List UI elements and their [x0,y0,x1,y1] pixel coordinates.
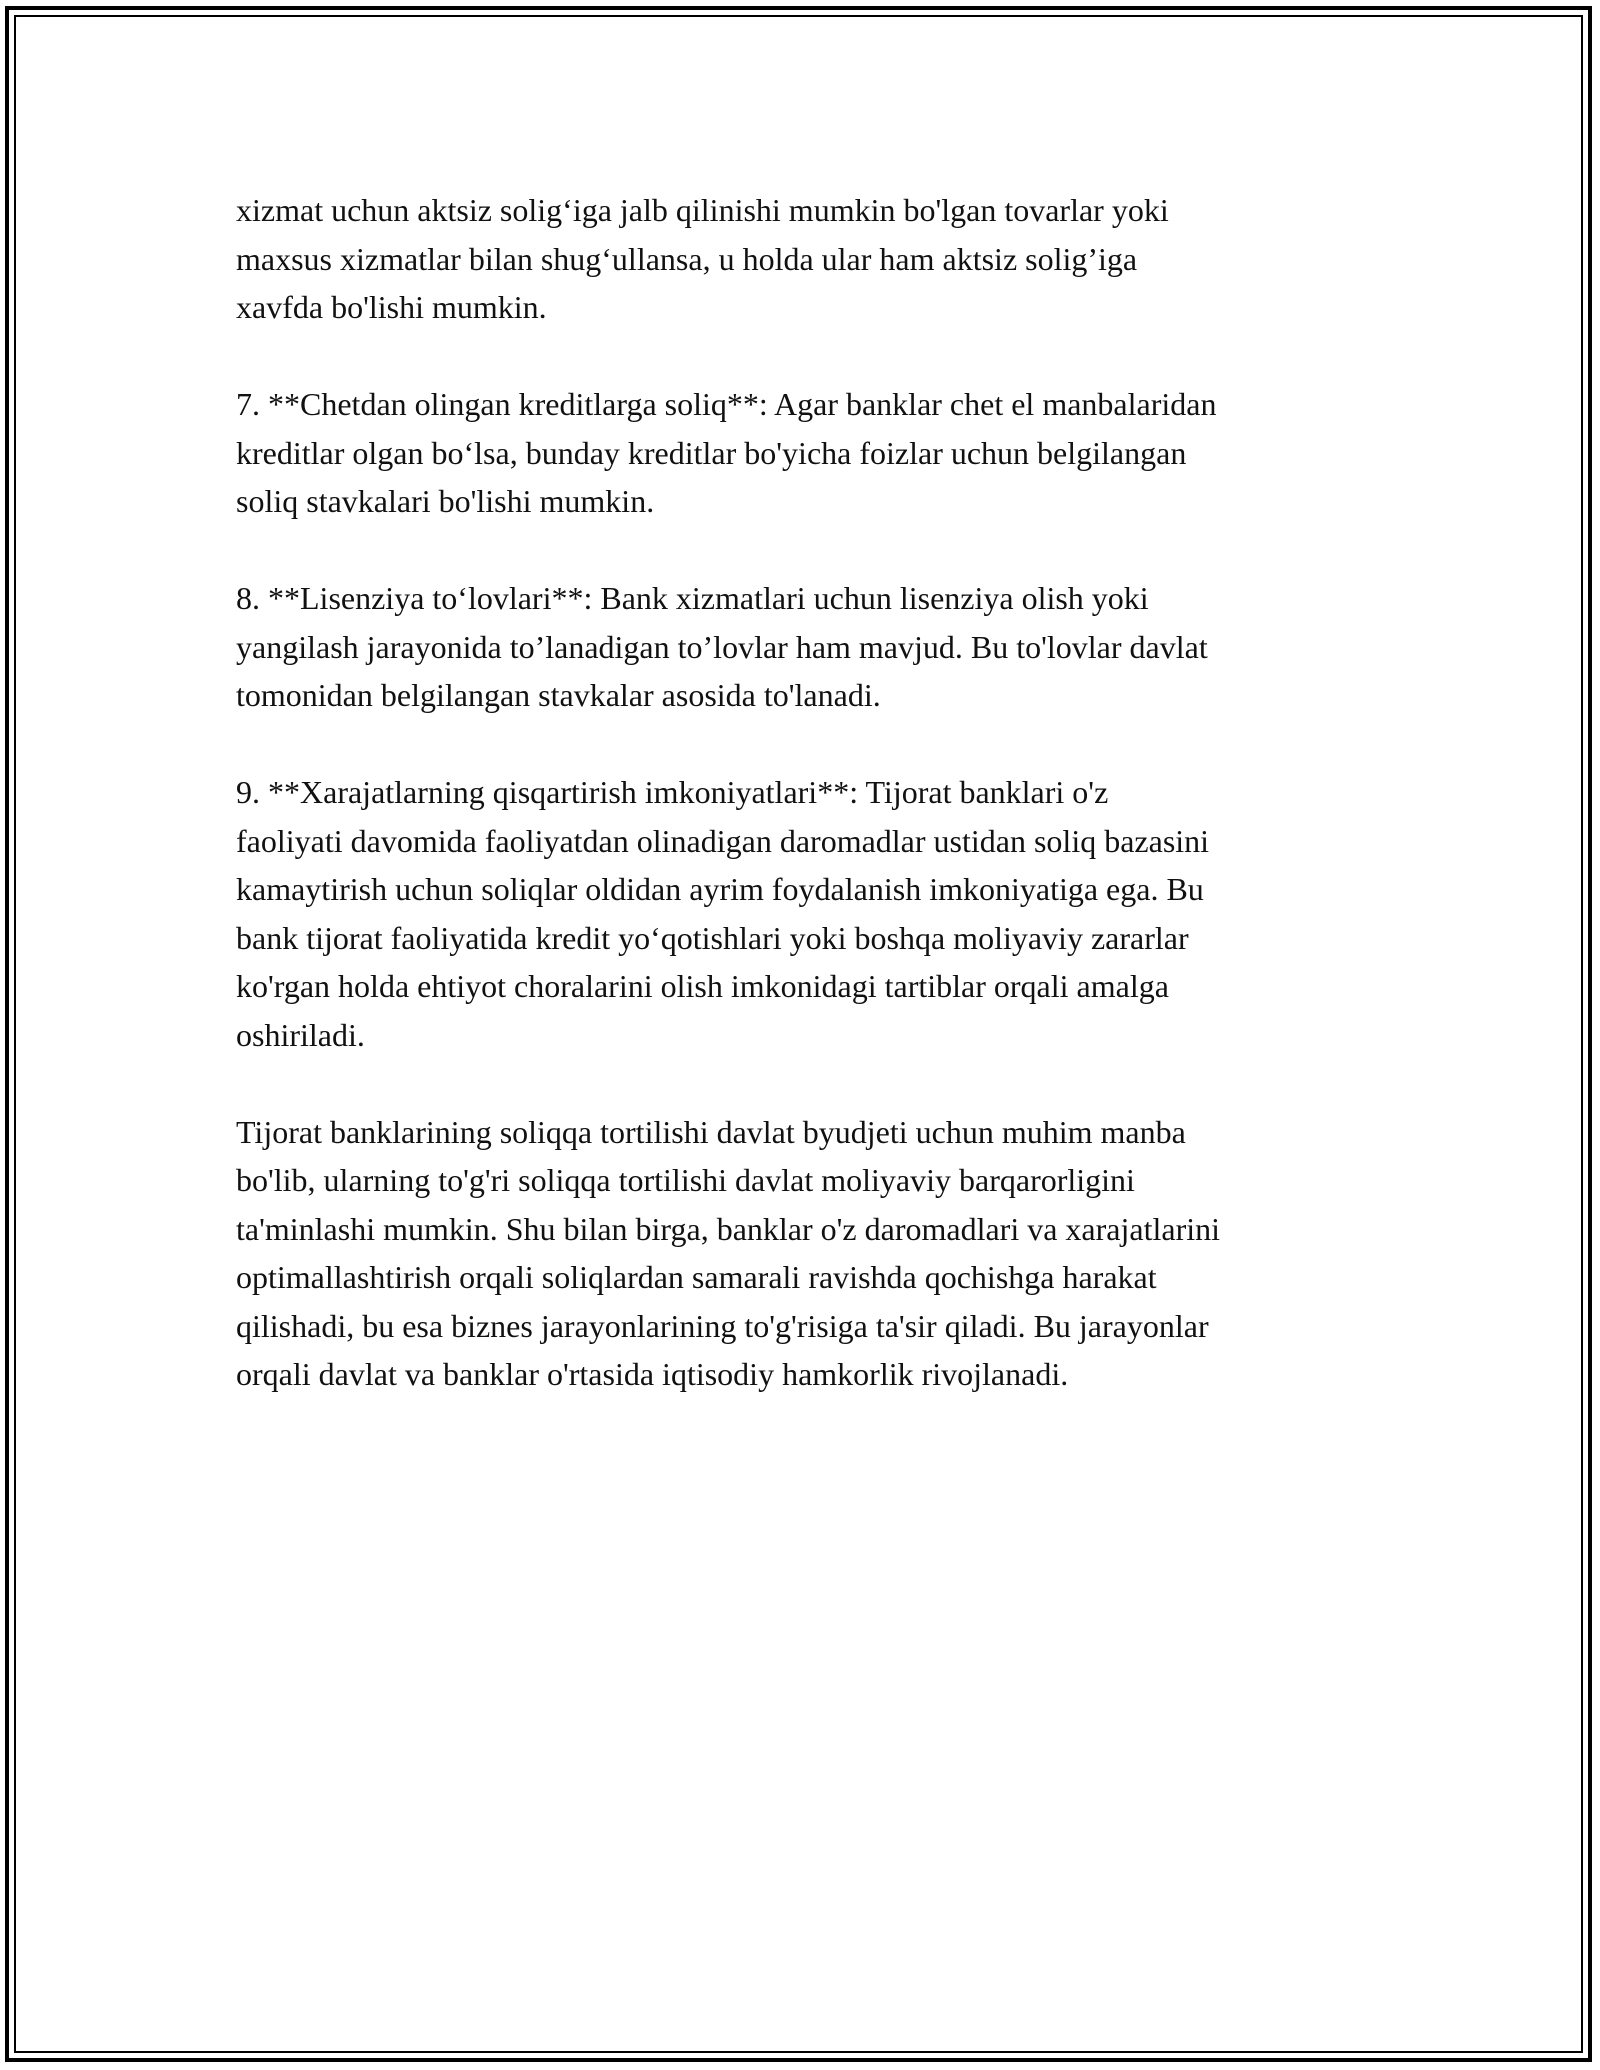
text-line: faoliyati davomida faoliyatdan olinadigan daromadlar ustidan soliq bazasini [236,822,1210,859]
paragraph-excise-tax [236,186,1386,332]
text-line: tomonidan belgilangan stavkalar asosida to'lanadi. [236,677,881,713]
text-line: maxsus xizmatlar bilan shug‘ullansa, u holda ular ham aktsiz solig’iga [236,240,1138,277]
paragraph-item-8-license-fees [236,574,1386,720]
text-line: oshiriladi. [236,1016,365,1053]
paragraph-item-7-foreign-credit-tax [236,380,1386,526]
text-line: 8. **Lisenziya to‘lovlari**: Bank xizmatlari uchun lisenziya olish yoki [236,580,1149,616]
text-line: 7. **Chetdan olingan kreditlarga soliq**: Agar banklar chet el manbalaridan [236,386,1217,422]
text-line: ta'minlashi mumkin. Shu bilan birga, banklar o'z daromadlari va xarajatlarini [236,1210,1220,1247]
text-line: yangilash jarayonida to’lanadigan to’lovlar ham mavjud. Bu to'lovlar davlat [236,628,1208,665]
text-line: xavfda bo'lishi mumkin. [236,289,547,325]
text-line: orqali davlat va banklar o'rtasida iqtisodiy hamkorlik rivojlanadi. [236,1356,1069,1392]
text-line: bo'lib, ularning to'g'ri soliqqa tortilishi davlat moliyaviy barqarorligini [236,1162,1135,1198]
text-line: 9. **Xarajatlarning qisqartirish imkoniyatlari**: Tijorat banklari o'z [236,774,1109,810]
text-line: ko'rgan holda ehtiyot choralarini olish imkonidagi tartiblar orqali amalga [236,968,1169,1004]
text-line: kreditlar olgan bo‘lsa, bunday kreditlar bo'yicha foizlar uchun belgilangan [236,434,1187,471]
text-line: Tijorat banklarining soliqqa tortilishi davlat byudjeti uchun muhim manba [236,1113,1186,1150]
text-line: optimallashtirish orqali soliqlardan samarali ravishda qochishga harakat [236,1259,1157,1295]
text-line: soliq stavkalari bo'lishi mumkin. [236,483,655,519]
text-line: bank tijorat faoliyatida kredit yo‘qotishlari yoki boshqa moliyaviy zararlar [236,919,1189,956]
text-line: xizmat uchun aktsiz solig‘iga jalb qilinishi mumkin bo'lgan tovarlar yoki [236,192,1169,228]
document-body [236,186,1386,1447]
text-line: qilishadi, bu esa biznes jarayonlarining to'g'risiga ta'sir qiladi. Bu jarayonlar [236,1307,1209,1344]
paragraph-conclusion [236,1108,1386,1399]
text-line: kamaytirish uchun soliqlar oldidan ayrim foydalanish imkoniyatiga ega. Bu [236,871,1204,907]
paragraph-item-9-cost-reduction [236,768,1386,1059]
